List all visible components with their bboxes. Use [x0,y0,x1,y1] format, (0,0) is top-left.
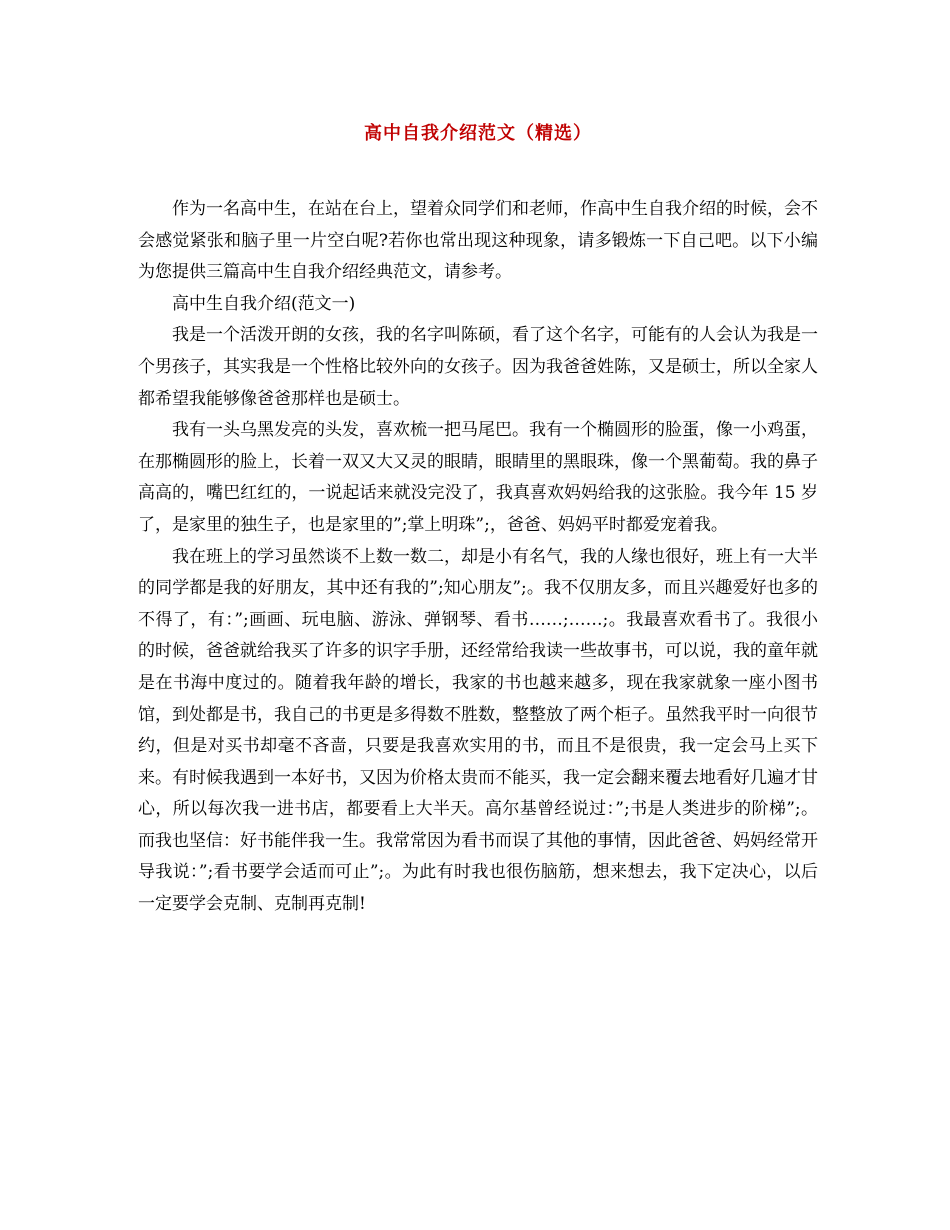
document-page [138,118,818,921]
body-paragraph: 我有一头乌黑发亮的头发，喜欢梳一把马尾巴。我有一个椭圆形的脸蛋，像一小鸡蛋，在那椭圆形的脸上，长着一双又大又灵的眼睛，眼睛里的黑眼珠，像一个黑葡萄。我的鼻子高高的，嘴巴红红的，一说起话来就没完没了，我真喜欢妈妈给我的这张脸。我今年 15 岁了，是家里的独生子，也是家里的”;掌上明珠”;，爸爸、妈妈平时都爱宠着我。 [138,420,818,535]
body-paragraph: 我在班上的学习虽然谈不上数一数二，却是小有名气，我的人缘也很好，班上有一大半的同学都是我的好朋友，其中还有我的”;知心朋友”;。我不仅朋友多，而且兴趣爱好也多的不得了，有：”;画画、玩电脑、游泳、弹钢琴、看书……;……;。我最喜欢看书了。我很小的时候，爸爸就给我买了许多的识字手册，还经常给我读一些故事书，可以说，我的童年就是在书海中度过的。随着我年龄的增长，我家的书也越来越多，现在我家就象一座小图书馆，到处都是书，我自己的书更是多得数不胜数，整整放了两个柜子。虽然我平时一向很节约，但是对买书却毫不吝啬，只要是我喜欢实用的书，而且不是很贵，我一定会马上买下来。有时候我遇到一本好书，又因为价格太贵而不能买，我一定会翻来覆去地看好几遍才甘心，所以每次我一进书店，都要看上大半天。高尔基曾经说过：”;书是人类进步的阶梯”;。而我也坚信：好书能伴我一生。我常常因为看书而误了其他的事情，因此爸爸、妈妈经常开导我说：”;看书要学会适而可止”;。为此有时我也很伤脑筋，想来想去，我下定决心，以后一定要学会克制、克制再克制! [138,546,818,915]
body-paragraph: 我是一个活泼开朗的女孩，我的名字叫陈硕，看了这个名字，可能有的人会认为我是一个男孩子，其实我是一个性格比较外向的女孩子。因为我爸爸姓陈，又是硕士，所以全家人都希望我能够像爸爸那样也是硕士。 [138,325,818,409]
section-heading: 高中生自我介绍(范文一) [172,293,356,314]
intro-paragraph: 作为一名高中生，在站在台上，望着众同学们和老师，作高中生自我介绍的时候，会不会感觉紧张和脑子里一片空白呢?若你也常出现这种现象，请多锻炼一下自己吧。以下小编为您提供三篇高中生自我介绍经典范文，请参考。 [138,199,818,283]
document-title: 高中自我介绍范文（精选） [364,123,592,144]
